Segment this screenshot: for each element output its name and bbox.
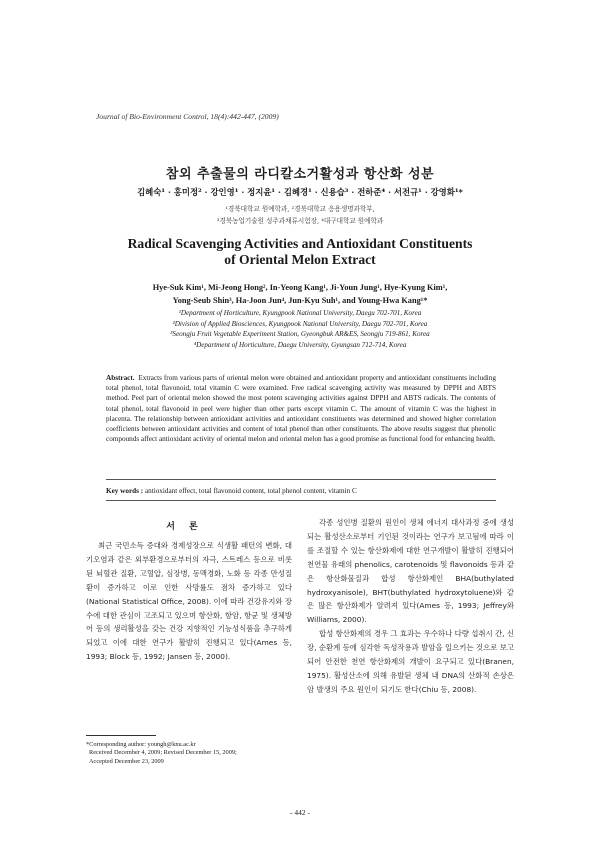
body-paragraph: 각종 성인병 질환의 원인이 생체 에너지 대사과정 중에 생성되는 활성산소로부터 기인된 것이라는 연구가 보고됨에 따라 이를 조절할 수 있는 항산화제에 대한 연구개발이 활발히 진행되어 천연물 유래의 phenolics, carotenoids 및 flavonoids 등과 같은 항산화물질과 합성 항산화제인 BHA(buthylated hydroxyanisole), BHT(buthylated hydroxytoluene)와 같은 많은 항산화제가 알려져 있다(Ames 등, 1993; Jeffrey와 Williams, 2000). [307,518,514,625]
keywords-text: antioxidant effect, total flavonoid content, total phenol content, vitamin C [144,487,357,495]
abstract-text: Extracts from various parts of oriental melon were obtained and antioxidant property and antioxidant constituents including total phenol, total flavonoid, total vitamin C were examined. Free radical scavenging activity was measured by DPPH and ABTS method. Peel part of oriental melon showed the most potent scavenging activities against DPPH and ABTS radicals. The contents of total phenol, total flavonoid in peel were higher than other parts except vitamin C. The amount of vitamin C was the highest in placenta. The relationship between antioxidant activities and antioxidant constituents was determined and showed higher correlation coefficients between antioxidant activities and content of total phenol than other constituents. The above results suggest that phenolic compounds affect antioxidant activity of oriental melon and oriental melon has a good promise as functional food for enhancing health. [106,374,496,444]
english-affiliation-line: ⁴Department of Horticulture, Daegu University, Gyungsan 712-714, Korea [193,340,407,349]
abstract [106,373,496,444]
korean-affiliation-line: ³경북농업기술원 성주과채류시험장, ⁴대구대학교 원예학과 [216,217,384,225]
received-dates: Received December 4, 2009; Revised December 15, 2009; [89,749,237,757]
footnote-rule [86,735,156,736]
body-column-right [307,516,514,697]
section-heading-introduction: 서론 [166,522,212,532]
english-title-line: Radical Scavenging Activities and Antioxidant Constituents [127,236,473,251]
journal-citation: Journal of Bio-Environment Control, 18(4):442-447, (2009) [96,112,279,121]
korean-authors: 김혜숙¹ · 홍미정² · 강인영¹ · 정지윤¹ · 김혜경¹ · 신용습³ · 전하준⁴ · 서전규¹ · 강영화¹* [137,187,463,197]
korean-affiliations [0,203,600,227]
body-paragraph: 최근 국민소득 증대와 경제성장으로 식생활 패턴의 변화, 대기오염과 같은 외부환경으로부터의 자극, 스트레스 등으로 비롯된 뇌혈관 질환, 고혈압, 심장병, 동맥경화, 노화 등 각종 만성질환이 증가하고 이로 인한 사망률도 점차 증가하고 있다(National Statistical Office, 2008). 이에 따라 건강유지와 장수에 대한 관심이 고조되고 있으며 항산화, 항암, 항균 및 생체방어 등의 생리활성을 갖는 건강 지향적인 기능성식품을 추구하게 되었고 이에 대한 연구가 활발히 진행되고 있다(Ames 등, 1993; Block 등, 1992; Jansen 등, 2000). [86,541,292,662]
korean-title: 참외 추출물의 라디칼소거활성과 항산화 성분 [165,167,435,182]
abstract-label: Abstract. [106,374,135,382]
page-number: - 442 - [290,808,310,817]
english-affiliations [0,308,600,350]
accepted-date: Accepted December 23, 2009 [89,757,164,765]
english-affiliation-line: ¹Department of Horticulture, Kyungpook National University, Daegu 702-701, Korea [178,309,422,317]
keywords-label: Key words : [106,487,144,495]
body-column-left [86,539,292,664]
divider [106,479,496,480]
english-title [0,236,600,268]
footnote [86,741,296,766]
english-affiliation-line: ²Division of Applied Biosciences, Kyungpook National University, Daegu 702-701, Korea [172,319,428,328]
english-affiliation-line: ³Seongju Fruit Vegetable Experiment Station, Gyeongbuk AR&ES, Seongju 719-861, Korea [170,330,430,338]
english-authors-line: Yong-Seub Shin³, Ha-Joon Jun⁴, Jun-Kyu Suh¹, and Young-Hwa Kang¹* [172,296,428,305]
english-authors [0,281,600,307]
english-title-line: of Oriental Melon Extract [224,252,376,267]
korean-affiliation-line: ¹경북대학교 원예학과, ²경북대학교 응용생명과학부, [225,205,375,213]
corresponding-author: *Corresponding author: youngh@knu.ac.kr [86,741,196,748]
keywords [106,487,496,495]
body-paragraph: 합성 항산화제의 경우 그 효과는 우수하나 다량 섭취시 간, 신장, 순환계 등에 심각한 독성작용과 발암을 일으키는 것으로 보고되어 안전한 천연 항산화제의 개발이 요구되고 있다(Branen, 1975). 활성산소에 의해 유발된 생체 내 DNA의 산화적 손상은 암 발생의 주요 원인이 되기도 한다(Chiu 등, 2008). [307,629,514,694]
divider [106,500,496,501]
english-authors-line: Hye-Suk Kim¹, Mi-Jeong Hong², In-Yeong Kang¹, Ji-Youn Jung¹, Hye-Kyung Kim¹, [152,283,448,292]
